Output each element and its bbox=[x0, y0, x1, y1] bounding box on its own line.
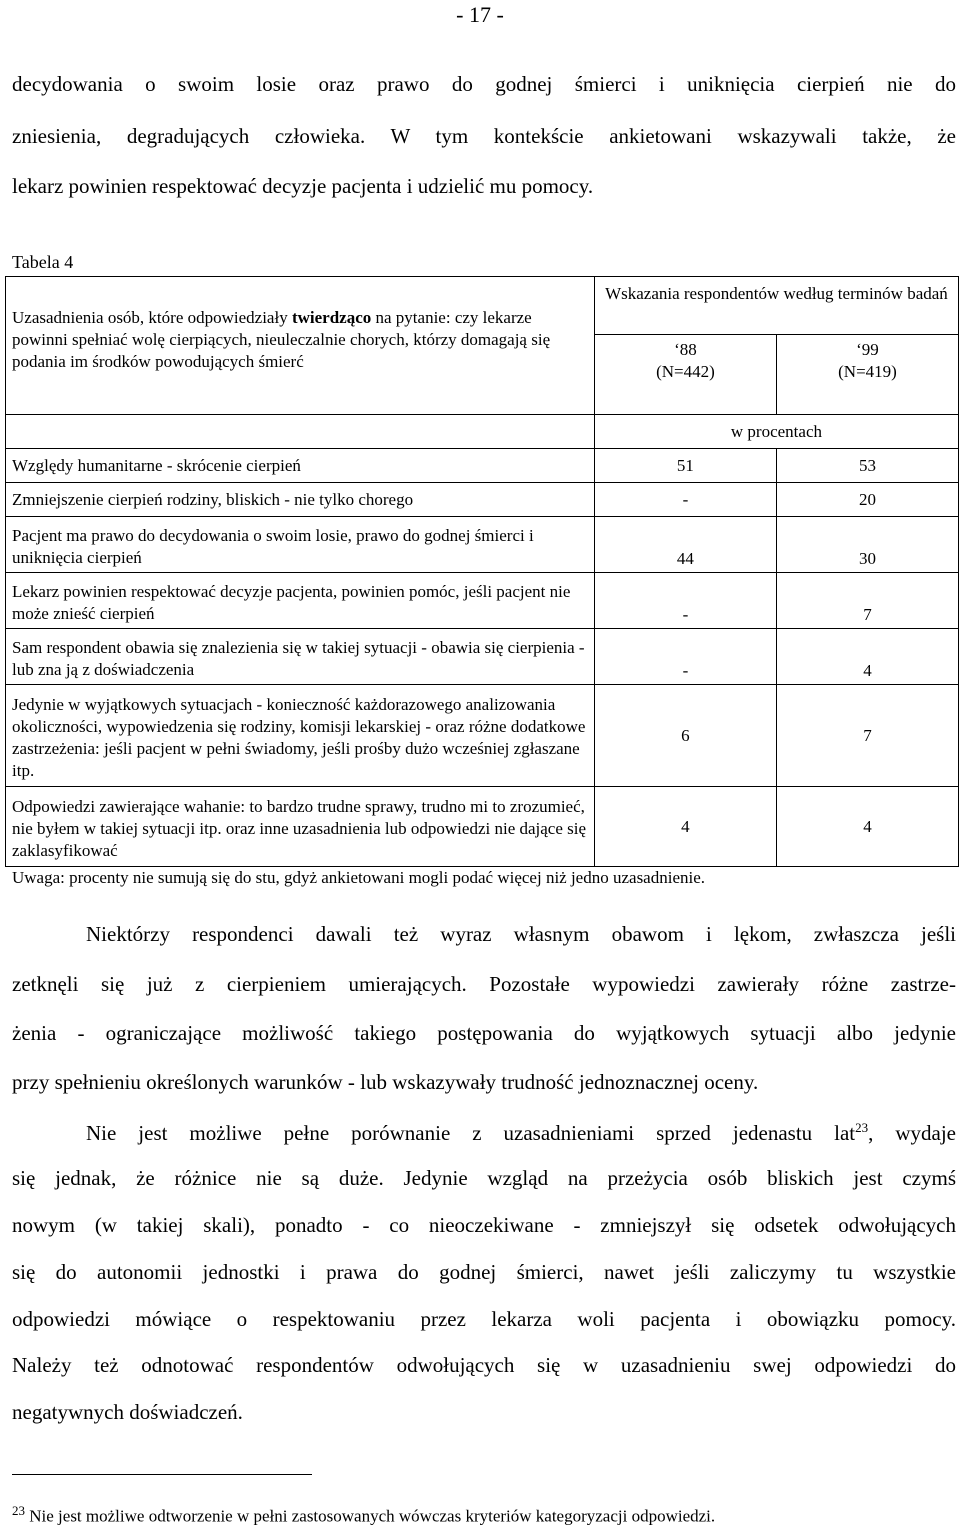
footnote bbox=[12, 1503, 715, 1527]
row-label: Sam respondent obawia się znalezienia się w takiej sytuacji - obawia się cierpienia - lub zna ją z doświadczenia bbox=[6, 629, 595, 685]
intro-line-1: decydowania o swoim losie oraz prawo do godnej śmierci i uniknięcia cierpień nie do bbox=[12, 72, 956, 96]
row-value-99: 4 bbox=[776, 629, 958, 685]
body2-line-1-end: , wydaje bbox=[868, 1121, 956, 1145]
row-label: Zmniejszenie cierpień rodziny, bliskich - nie tylko chorego bbox=[6, 483, 595, 517]
question-text-bold: twierdząco bbox=[291, 308, 372, 327]
table-row bbox=[6, 573, 959, 629]
body1-line-1: Niektórzy respondenci dawali też wyraz własnym obawom i lękom, zwłaszcza jeśli bbox=[86, 922, 956, 946]
row-value-88: 6 bbox=[594, 685, 776, 787]
row-value-99: 7 bbox=[776, 573, 958, 629]
row-label: Odpowiedzi zawierające wahanie: to bardzo trudne sprawy, trudno mi to zrozumieć, nie byłem w takiej sytuacji itp. oraz inne uzasadnienia lub odpowiedzi nie dające się zaklasyfikować bbox=[6, 787, 595, 867]
table-row bbox=[6, 685, 959, 787]
body2-line-1 bbox=[86, 1120, 956, 1146]
col-header-88-year: ‘88 bbox=[674, 340, 697, 359]
row-value-99: 30 bbox=[776, 517, 958, 573]
row-label: Względy humanitarne - skrócenie cierpień bbox=[6, 449, 595, 483]
row-label: Lekarz powinien respektować decyzje pacjenta, powinien pomóc, jeśli pacjent nie może znieść cierpień bbox=[6, 573, 595, 629]
table-note: Uwaga: procenty nie sumują się do stu, gdyż ankietowani mogli podać więcej niż jedno uzasadnienie. bbox=[12, 868, 706, 887]
body2-line-4: się do autonomii jednostki i prawa do godnej śmierci, nawet jeśli zaliczymy tu wszystkie bbox=[12, 1260, 956, 1284]
body2-line-3: nowym (w takiej skali), ponadto - co nieoczekiwane - zmniejszył się odsetek odwołujących bbox=[12, 1213, 956, 1237]
row-value-88: 4 bbox=[594, 787, 776, 867]
table-caption: Tabela 4 bbox=[12, 252, 74, 272]
row-value-88: - bbox=[594, 629, 776, 685]
table-row bbox=[6, 449, 959, 483]
footnote-text: Nie jest możliwe odtworzenie w pełni zastosowanych wówczas kryteriów kategoryzacji odpowiedzi. bbox=[25, 1506, 716, 1526]
row-value-88: 51 bbox=[594, 449, 776, 483]
body1-line-2: zetknęli się już z cierpieniem umierających. Pozostałe wypowiedzi zawierały różne zastrze- bbox=[12, 972, 956, 996]
col-header-99 bbox=[776, 335, 958, 415]
body2-line-1-text: Nie jest możliwe pełne porównanie z uzasadnieniami sprzed jedenastu lat bbox=[86, 1121, 856, 1145]
row-value-88: - bbox=[594, 483, 776, 517]
table-row bbox=[6, 483, 959, 517]
intro-line-3: lekarz powinien respektować decyzje pacjenta i udzielić mu pomocy. bbox=[12, 174, 594, 198]
footnote-number: 23 bbox=[12, 1503, 25, 1518]
unit-label: w procentach bbox=[594, 415, 958, 449]
body1-line-3: żenia - ograniczające możliwość takiego postępowania do wyjątkowych sytuacji albo jedynie bbox=[12, 1021, 956, 1045]
row-value-99: 4 bbox=[776, 787, 958, 867]
col-header-99-year: ‘99 bbox=[856, 340, 879, 359]
row-label: Jedynie w wyjątkowych sytuacjach - konieczność każdorazowego analizowania okoliczności, wypowiedzenia się rodziny, komisji lekarskiej - oraz różne dodatkowe zastrzeżenia: jeśli pacjent w pełni świadomy, jeśli prośby dużo wcześniej zgłaszane itp. bbox=[6, 685, 595, 787]
question-text-pre: Uzasadnienia osób, które odpowiedziały bbox=[12, 308, 292, 327]
group-header: Wskazania respondentów według terminów badań bbox=[594, 277, 958, 335]
question-header-cell bbox=[6, 277, 595, 415]
table-row bbox=[6, 787, 959, 867]
row-value-88: 44 bbox=[594, 517, 776, 573]
col-header-99-n: (N=419) bbox=[838, 362, 897, 381]
body2-line-7: negatywnych doświadczeń. bbox=[12, 1400, 243, 1424]
body2-line-5: odpowiedzi mówiące o respektowaniu przez lekarza woli pacjenta i obowiązku pomocy. bbox=[12, 1307, 956, 1331]
row-value-99: 20 bbox=[776, 483, 958, 517]
col-header-88 bbox=[594, 335, 776, 415]
row-value-88: - bbox=[594, 573, 776, 629]
body1-line-4: przy spełnieniu określonych warunków - lub wskazywały trudność jednoznacznej oceny. bbox=[12, 1070, 759, 1094]
body2-line-2: się jednak, że różnice nie są duże. Jedynie wzgląd na przeżycia osób bliskich jest czymś bbox=[12, 1166, 956, 1190]
page-number: - 17 - bbox=[456, 2, 504, 27]
col-header-88-n: (N=442) bbox=[656, 362, 715, 381]
intro-line-2: zniesienia, degradujących człowieka. W tym kontekście ankietowani wskazywali także, że bbox=[12, 124, 956, 148]
unit-spacer-cell bbox=[6, 415, 595, 449]
question-text-post: na pytanie: czy lekarze powinni spełniać wolę cierpiących, nieuleczalnie chorych, którzy domagają się podania im środków powodujących śmierć bbox=[12, 308, 551, 371]
table-row bbox=[6, 517, 959, 573]
body2-line-6: Należy też odnotować respondentów odwołujących się w uzasadnieniu swej odpowiedzi do bbox=[12, 1353, 956, 1377]
row-label: Pacjent ma prawo do decydowania o swoim losie, prawo do godnej śmierci i uniknięcia cierpień bbox=[6, 517, 595, 573]
footnote-reference: 23 bbox=[855, 1120, 869, 1135]
table-row bbox=[6, 629, 959, 685]
row-value-99: 7 bbox=[776, 685, 958, 787]
justification-table bbox=[5, 276, 959, 867]
row-value-99: 53 bbox=[776, 449, 958, 483]
footnote-separator bbox=[12, 1474, 312, 1475]
